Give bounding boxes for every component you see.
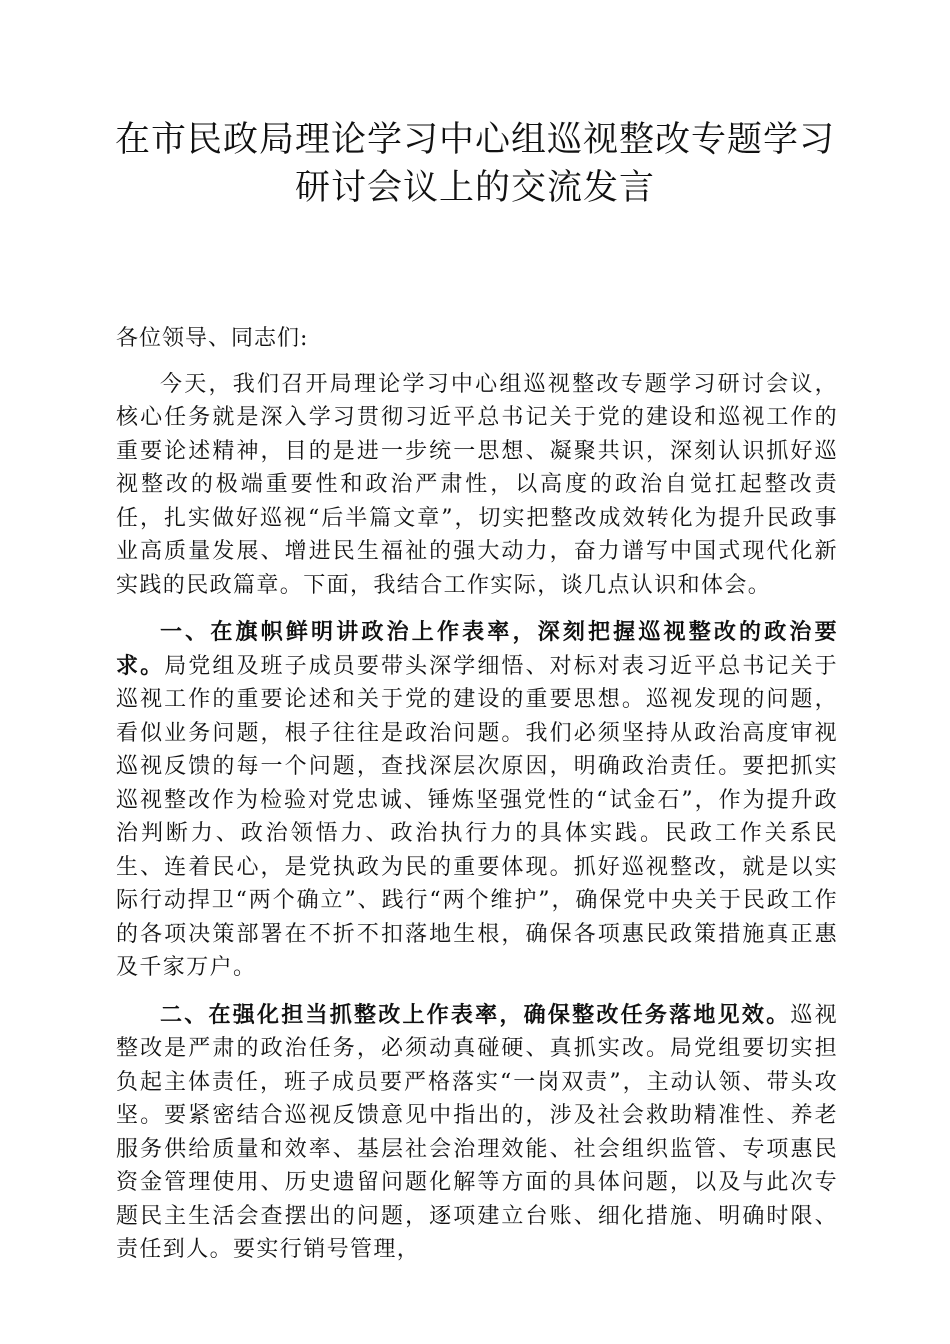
document-title	[100, 116, 850, 212]
paragraph-section-1	[116, 616, 838, 985]
section-1-text: 局党组及班子成员要带头深学细悟、对标对表习近平总书记关于巡视工作的重要论述和关于党的建设的重要思想。巡视发现的问题，看似业务问题，根子往往是政治问题。我们必须坚持从政治高度审视巡视反馈的每一个问题，查找深层次原因，明确政治责任。要把抓实巡视整改作为检验对党忠诚、锤炼坚强党性的“试金石”，作为提升政治判断力、政治领悟力、政治执行力的具体实践。民政工作关系民生、连着民心，是党执政为民的重要体现。抓好巡视整改，就是以实际行动捍卫“两个确立”、践行“两个维护”，确保党中央关于民政工作的各项决策部署在不折不扣落地生根，确保各项惠民政策措施真正惠及千家万户。	[116, 653, 838, 980]
paragraph-intro	[116, 368, 838, 603]
section-1-heading: 一、在旗帜鲜明讲政治上作表率，深刻把握巡视整改的政治要求。	[116, 619, 838, 679]
paragraph-section-2	[116, 999, 838, 1267]
section-2-heading: 二、在强化担当抓整改上作表率，确保整改任务落地见效。	[160, 1001, 791, 1028]
paragraph-intro-text: 今天，我们召开局理论学习中心组巡视整改专题学习研讨会议，核心任务就是深入学习贯彻习近平总书记关于党的建设和巡视工作的重要论述精神，目的是进一步统一思想、凝聚共识，深刻认识抓好巡视整改的极端重要性和政治严肃性，以高度的政治自觉扛起整改责任，扎实做好巡视“后半篇文章”，切实把整改成效转化为提升民政事业高质量发展、增进民生福祉的强大动力，奋力谱写中国式现代化新实践的民政篇章。下面，我结合工作实际，谈几点认识和体会。	[116, 371, 838, 598]
salutation: 各位领导、同志们:	[116, 326, 309, 351]
document-body	[116, 322, 838, 1281]
section-2-text: 巡视整改是严肃的政治任务，必须动真碰硬、真抓实改。局党组要切实担负起主体责任，班子成员要严格落实“一岗双责”，主动认领、带头攻坚。要紧密结合巡视反馈意见中指出的，涉及社会救助精准性、养老服务供给质量和效率、基层社会治理效能、社会组织监管、专项惠民资金管理使用、历史遗留问题化解等方面的具体问题，以及与此次专题民主生活会查摆出的问题，逐项建立台账、细化措施、明确时限、责任到人。要实行销号管理，	[116, 1002, 838, 1262]
document-title-line-2: 研讨会议上的交流发言	[294, 168, 655, 208]
document-title-line-1: 在市民政局理论学习中心组巡视整改专题学习	[114, 120, 835, 160]
